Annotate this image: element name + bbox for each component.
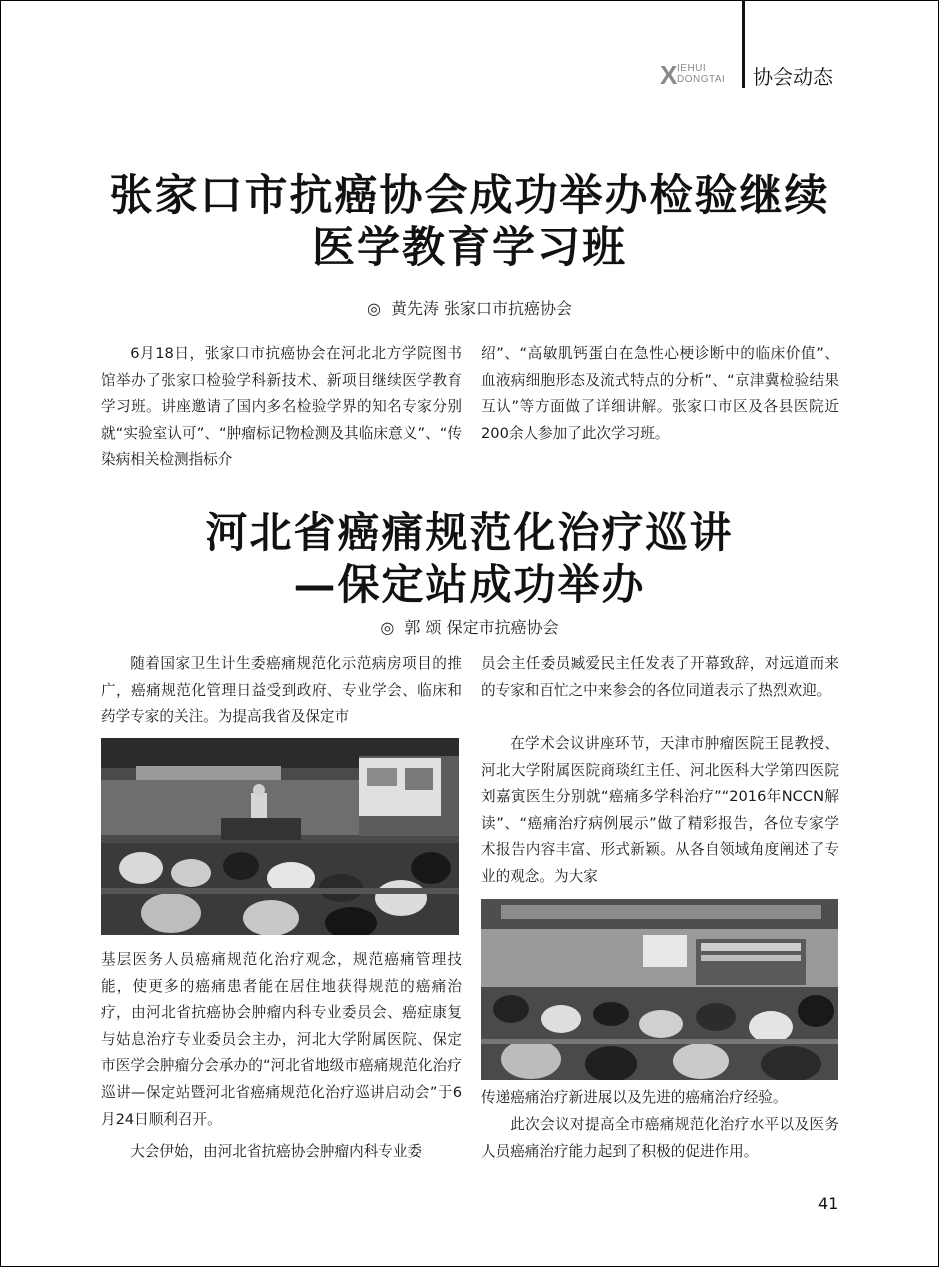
article1-author: 黄先涛 张家口市抗癌协会 <box>390 299 573 318</box>
conference-photo-2 <box>481 899 838 1080</box>
article2-right-paragraph-3: 传递癌痛治疗新进展以及先进的癌痛治疗经验。 <box>481 1089 788 1106</box>
article1-title-line1: 张家口市抗癌协会成功举办检验继续 <box>109 171 830 221</box>
article2-title-line1: 河北省癌痛规范化治疗巡讲 <box>205 508 734 557</box>
article2-title-line2: —保定站成功举办 <box>293 560 646 609</box>
article2-left-paragraph-2: 基层医务人员癌痛规范化治疗观念，规范癌痛管理技能，使更多的癌痛患者能在居住地获得规范的癌痛治疗，由河北省抗癌协会肿瘤内科专业委员会、癌症康复与姑息治疗专业委员会主办，河北大学附属医院、保定市医学会肿瘤分会承办的“河北省地级市癌痛规范化治疗巡讲—保定站暨河北省癌痛规范化治疗巡讲启动会”于6月24日顺利召开。 <box>101 951 462 1128</box>
xiehui-dongtai-logo <box>660 58 740 88</box>
section-label: 协会动态 <box>753 65 833 89</box>
conference-photo-1 <box>101 738 459 935</box>
logo-line-2: DONGTAI <box>677 74 726 85</box>
logo-letter-x: X <box>660 60 678 90</box>
header-divider <box>742 0 745 88</box>
logo-line-1: IEHUI <box>677 63 707 74</box>
byline-mark-icon: ◎ <box>366 299 381 318</box>
article2-right-paragraph-1: 员会主任委员臧爱民主任发表了开幕致辞，对远道而来的专家和百忙之中来参会的各位同道表示了热烈欢迎。 <box>481 655 839 699</box>
article2-left-paragraph-3: 大会伊始，由河北省抗癌协会肿瘤内科专业委 <box>130 1143 423 1160</box>
article2-left-paragraph-1: 随着国家卫生计生委癌痛规范化示范病房项目的推广，癌痛规范化管理日益受到政府、专业学会、临床和药学专家的关注。为提高我省及保定市 <box>101 655 462 726</box>
article2-byline <box>0 615 939 638</box>
article1-column-right: 绍”、“高敏肌钙蛋白在急性心梗诊断中的临床价值”、血液病细胞形态及流式特点的分析”、“京津冀检验结果互认”等方面做了详细讲解。张家口市区及各县医院近200余人参加了此次学习班。 <box>481 345 839 442</box>
article2-right-paragraph-4: 此次会议对提高全市癌痛规范化治疗水平以及医务人员癌痛治疗能力起到了积极的促进作用。 <box>481 1116 839 1160</box>
article1-byline <box>0 296 939 319</box>
article2-author: 郭 颂 保定市抗癌协会 <box>404 618 559 637</box>
article1-column-left: 6月18日，张家口市抗癌协会在河北北方学院图书馆举办了张家口检验学科新技术、新项目继续医学教育学习班。讲座邀请了国内多名检验学界的知名专家分别就“实验室认可”、“肿瘤标记物检测及其临床意义”、“传染病相关检测指标介 <box>101 345 462 469</box>
article2-right-paragraph-2: 在学术会议讲座环节，天津市肿瘤医院王昆教授、河北大学附属医院商琰红主任、河北医科大学第四医院刘嘉寅医生分别就“癌痛多学科治疗”“2016年NCCN解读”、“癌痛治疗病例展示”做了精彩报告，各位专家学术报告内容丰富、形式新颖。从各自领域角度阐述了专业的观念。为大家 <box>481 735 839 885</box>
page-number: 41 <box>818 1194 839 1213</box>
byline-mark-icon: ◎ <box>380 618 395 637</box>
article1-title-line2: 医学教育学习班 <box>312 223 627 273</box>
